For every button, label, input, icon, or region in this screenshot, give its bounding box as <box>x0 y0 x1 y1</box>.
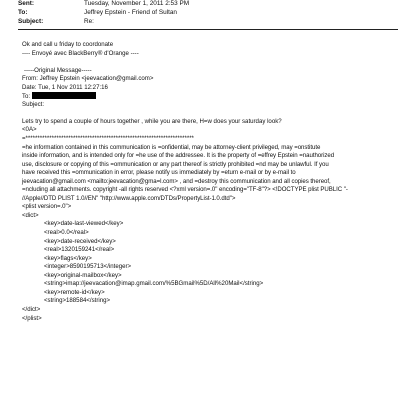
subject-label: Subject: <box>18 18 44 25</box>
original-to <box>22 92 396 101</box>
confidentiality-disclaimer <box>22 144 396 212</box>
email-body <box>22 41 396 323</box>
disclaimer-line: inside information, and is intended only for =he use of the addressee. It is the property of =effrey Epstein =nauthorized <box>22 152 335 160</box>
plist-entry: <key>date-last-viewed</key> <box>44 220 124 228</box>
plist-entry: <integer>8590195713</integer> <box>44 263 132 271</box>
plist-entry: <string>188584</string> <box>44 297 111 305</box>
original-from: From: Jeffrey Epstein <jeevacation@gmail.com> <box>22 75 154 83</box>
plist-entry: <key>date-received</key> <box>44 237 116 245</box>
asterisk-divider: =*********************************************************************** <box>22 135 194 143</box>
disclaimer-line: use, disclosure or copying of this =ommunication or any part thereof is strictly prohibited =nd may be unlawful. If you <box>22 160 329 168</box>
original-message-marker: -----Original Message----- <box>24 66 92 74</box>
to-value: Jeffrey Epstein - Friend of Sultan <box>84 9 177 16</box>
plist-dict-close: </dict> <box>22 305 41 313</box>
header-divider <box>18 29 398 30</box>
spacer <box>22 58 396 67</box>
disclaimer-line: //Apple//DTD PLIST 1.0//EN" "http://www.apple.com/DTDs/PropertyList-1.0.dtd"> <box>22 194 236 202</box>
plist-entry: <string>imap://jeevacation@imap.gmail.com/%5BGmail%5D/All%20Mail</string> <box>44 280 264 288</box>
sent-value: Tuesday, November 1, 2011 2:53 PM <box>84 0 190 7</box>
spacer <box>22 109 396 118</box>
subject-value: Re: <box>84 18 94 25</box>
plist-entry: <key>flags</key> <box>44 254 92 262</box>
plist-entry: <real>0.0</real> <box>44 229 89 237</box>
original-date: Date: Tue, 1 Nov 2011 12:27:16 <box>22 83 108 91</box>
original-to-label: To: <box>22 93 31 101</box>
disclaimer-line: =he information contained in this communication is =onfidential, may be attorney-client privileged, may =onstitute <box>22 143 321 151</box>
plist-dict-open: <dict> <box>22 211 39 219</box>
to-label: To: <box>18 9 28 16</box>
original-message-text: Lets try to spend a couple of hours together , while you are there, H=w does your saturday look? <box>22 117 282 125</box>
redaction-bar <box>32 92 96 99</box>
sent-label: Sent: <box>18 0 34 7</box>
reply-line-1: Ok and call u friday to coordonate <box>22 41 114 48</box>
disclaimer-line: jeevacation@gmail.com <mailto:jeevacation@gma=l.com> , and =destroy this communication and all copies thereof, <box>22 177 331 185</box>
plist-entry: <key>remote-id</key> <box>44 288 105 296</box>
original-subject: Subject: <box>22 100 45 108</box>
disclaimer-line: have received this =ommunication in error, please notify us immediately by =eturn e-mail or by e-mail to <box>22 169 296 177</box>
plist-entry: <real>1320159241</real> <box>44 246 115 254</box>
encoded-oa: <0A> <box>22 126 37 134</box>
reply-signature: ---- Envoyé avec BlackBerry® d'Orange ---- <box>22 49 139 57</box>
disclaimer-line: <plist version=.0"> <box>22 203 72 211</box>
disclaimer-line: =ncluding all attachments. copyright -all rights reserved <?xml version=.0" encoding="TF-8"?> <!DOCTYPE plist PUBLIC "- <box>22 186 348 194</box>
plist-entry: <key>original-mailbox</key> <box>44 271 122 279</box>
plist-close: </plist> <box>22 314 42 322</box>
